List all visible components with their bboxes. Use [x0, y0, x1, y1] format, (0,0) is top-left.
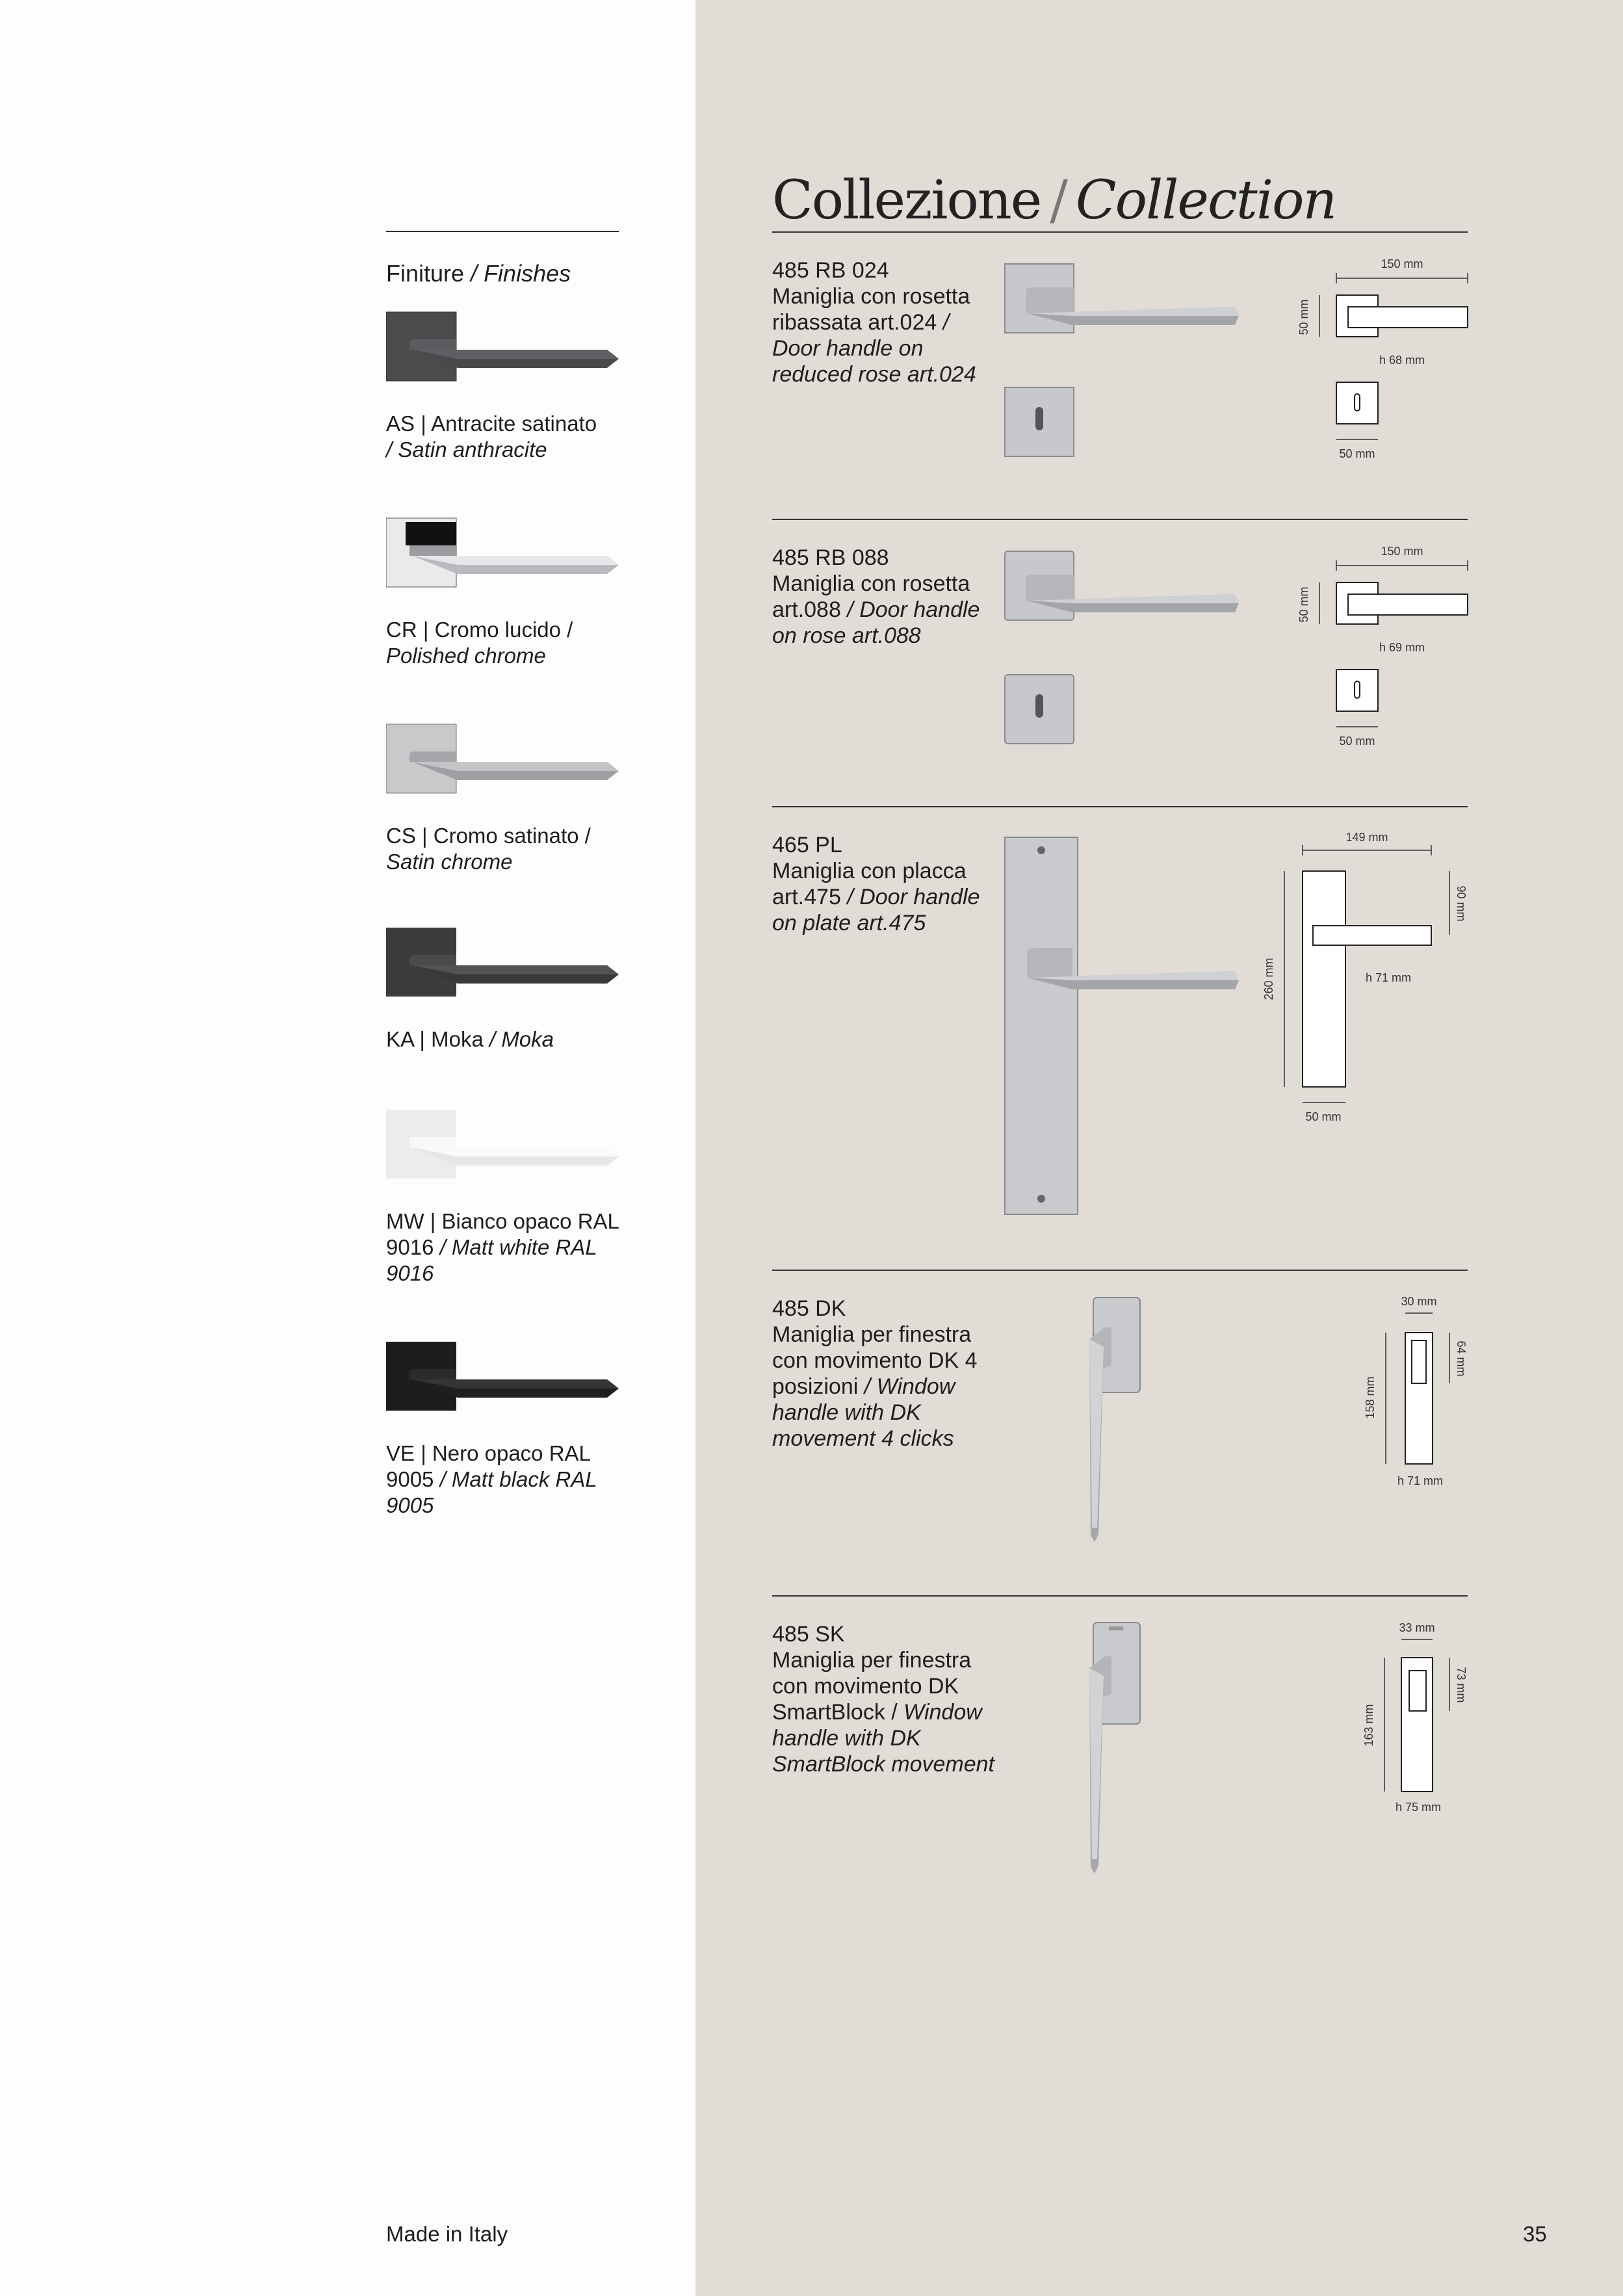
dimension-offset-label: 64 mm	[1455, 1340, 1468, 1377]
section-rule	[772, 806, 1468, 807]
dimension-height-label: 50 mm	[1297, 299, 1310, 335]
dimension-h-label: h 71 mm	[1365, 971, 1412, 984]
finishes-heading: Finiture / Finishes	[386, 260, 571, 287]
product-code: 485 SK	[772, 1622, 845, 1647]
finish-label: CS | Cromo satinato / Satin chrome	[386, 824, 591, 874]
dimension-h-label: h 68 mm	[1379, 354, 1425, 367]
product-465-pl-dimension-drawing	[1254, 829, 1475, 1128]
product-description-it: Maniglia con placca art.475	[772, 859, 967, 909]
dimension-height-label: 158 mm	[1364, 1376, 1377, 1419]
finishes-rule	[386, 231, 619, 232]
product-485-dk-text	[772, 1296, 996, 1452]
product-code: 485 RB 088	[772, 545, 889, 570]
product-description-en: / Door handle on rose art.088	[772, 597, 980, 648]
dimension-width-label: 150 mm	[1381, 545, 1423, 558]
dimension-h-label: h 75 mm	[1395, 1801, 1442, 1814]
finish-swatch-handle-icon	[386, 723, 620, 796]
finish-item-mw	[386, 1108, 646, 1286]
product-description-it: Maniglia con rosetta ribassata art.024	[772, 284, 970, 335]
title-italian: Collezione	[772, 170, 1041, 231]
product-485-rb-024-dimension-drawing	[1293, 254, 1475, 468]
product-code: 485 RB 024	[772, 258, 889, 283]
product-485-sk-image	[1066, 1619, 1157, 1879]
dimension-rose-label: 50 mm	[1339, 735, 1375, 748]
finish-item-ka	[386, 926, 646, 1052]
product-485-rb-088-image	[1001, 547, 1248, 749]
finish-item-cs	[386, 723, 646, 875]
product-code: 485 DK	[772, 1296, 846, 1321]
product-description-en: / Door handle on plate art.475	[772, 885, 980, 935]
finish-item-ve	[386, 1340, 646, 1519]
dimension-offset-label: 73 mm	[1455, 1667, 1468, 1703]
product-485-dk-dimension-drawing	[1358, 1294, 1482, 1489]
product-485-sk-dimension-drawing	[1358, 1620, 1482, 1815]
finish-label: MW | Bianco opaco RAL 9016 / Matt white RAL 9016	[386, 1209, 619, 1285]
dimension-rose-label: 50 mm	[1339, 447, 1375, 460]
product-485-dk-image	[1066, 1294, 1157, 1547]
page-number: 35	[1523, 2222, 1547, 2246]
section-rule	[772, 1595, 1468, 1597]
product-description-it: Maniglia per finestra con movimento DK 4 posizioni	[772, 1322, 978, 1399]
product-485-rb-024-image	[1001, 260, 1248, 462]
finish-label: CR | Cromo lucido / Polished chrome	[386, 618, 573, 668]
finish-swatch-handle-icon	[386, 926, 620, 999]
dimension-width-label: 33 mm	[1399, 1621, 1435, 1634]
finish-swatch-handle-icon	[386, 1340, 620, 1413]
dimension-width-label: 150 mm	[1381, 257, 1423, 270]
finish-item-cr	[386, 517, 646, 669]
dimension-height-label: 163 mm	[1362, 1704, 1375, 1747]
product-485-rb-088-text	[772, 545, 996, 649]
title-rule	[772, 231, 1468, 233]
product-description-it: Maniglia con rosetta art.088	[772, 571, 970, 622]
dimension-height-label: 50 mm	[1297, 586, 1310, 623]
dimension-width-label: 30 mm	[1401, 1295, 1437, 1308]
footer-made-in-italy: Made in Italy	[386, 2222, 508, 2246]
finish-swatch-handle-icon	[386, 517, 620, 590]
finish-swatch-handle-icon	[386, 1108, 620, 1181]
product-description-it: Maniglia per finestra con movimento DK SmartBlock /	[772, 1648, 972, 1725]
finish-swatch-handle-icon	[386, 311, 620, 384]
dimension-height-label: 260 mm	[1262, 958, 1275, 1000]
dimension-plate-label: 50 mm	[1305, 1110, 1342, 1123]
section-rule	[772, 519, 1468, 520]
dimension-h-label: h 69 mm	[1379, 641, 1425, 654]
dimension-width-label: 149 mm	[1345, 831, 1388, 844]
page-title	[772, 170, 1336, 231]
dimension-h-label: h 71 mm	[1397, 1474, 1444, 1487]
product-description-en: / Door handle on reduced rose art.024	[772, 310, 976, 387]
title-separator: /	[1050, 170, 1067, 231]
product-485-rb-024-text	[772, 257, 996, 387]
dimension-offset-label: 90 mm	[1455, 885, 1468, 922]
product-465-pl-image	[1001, 833, 1248, 1217]
product-485-rb-088-dimension-drawing	[1293, 541, 1475, 755]
title-english: Collection	[1075, 170, 1336, 231]
product-485-sk-text	[772, 1621, 996, 1777]
finish-label: KA | Moka / Moka	[386, 1027, 554, 1051]
finish-label: VE | Nero opaco RAL 9005 / Matt black RAL 9005	[386, 1441, 597, 1517]
product-description-en: / Window handle with DK movement 4 clicks	[772, 1374, 955, 1451]
product-code: 465 PL	[772, 833, 842, 857]
finish-item-as	[386, 311, 646, 463]
section-rule	[772, 1270, 1468, 1271]
finish-label: AS | Antracite satinato / Satin anthracite	[386, 411, 597, 462]
product-465-pl-text	[772, 832, 996, 936]
product-description-en: Window handle with DK SmartBlock movement	[772, 1700, 994, 1777]
